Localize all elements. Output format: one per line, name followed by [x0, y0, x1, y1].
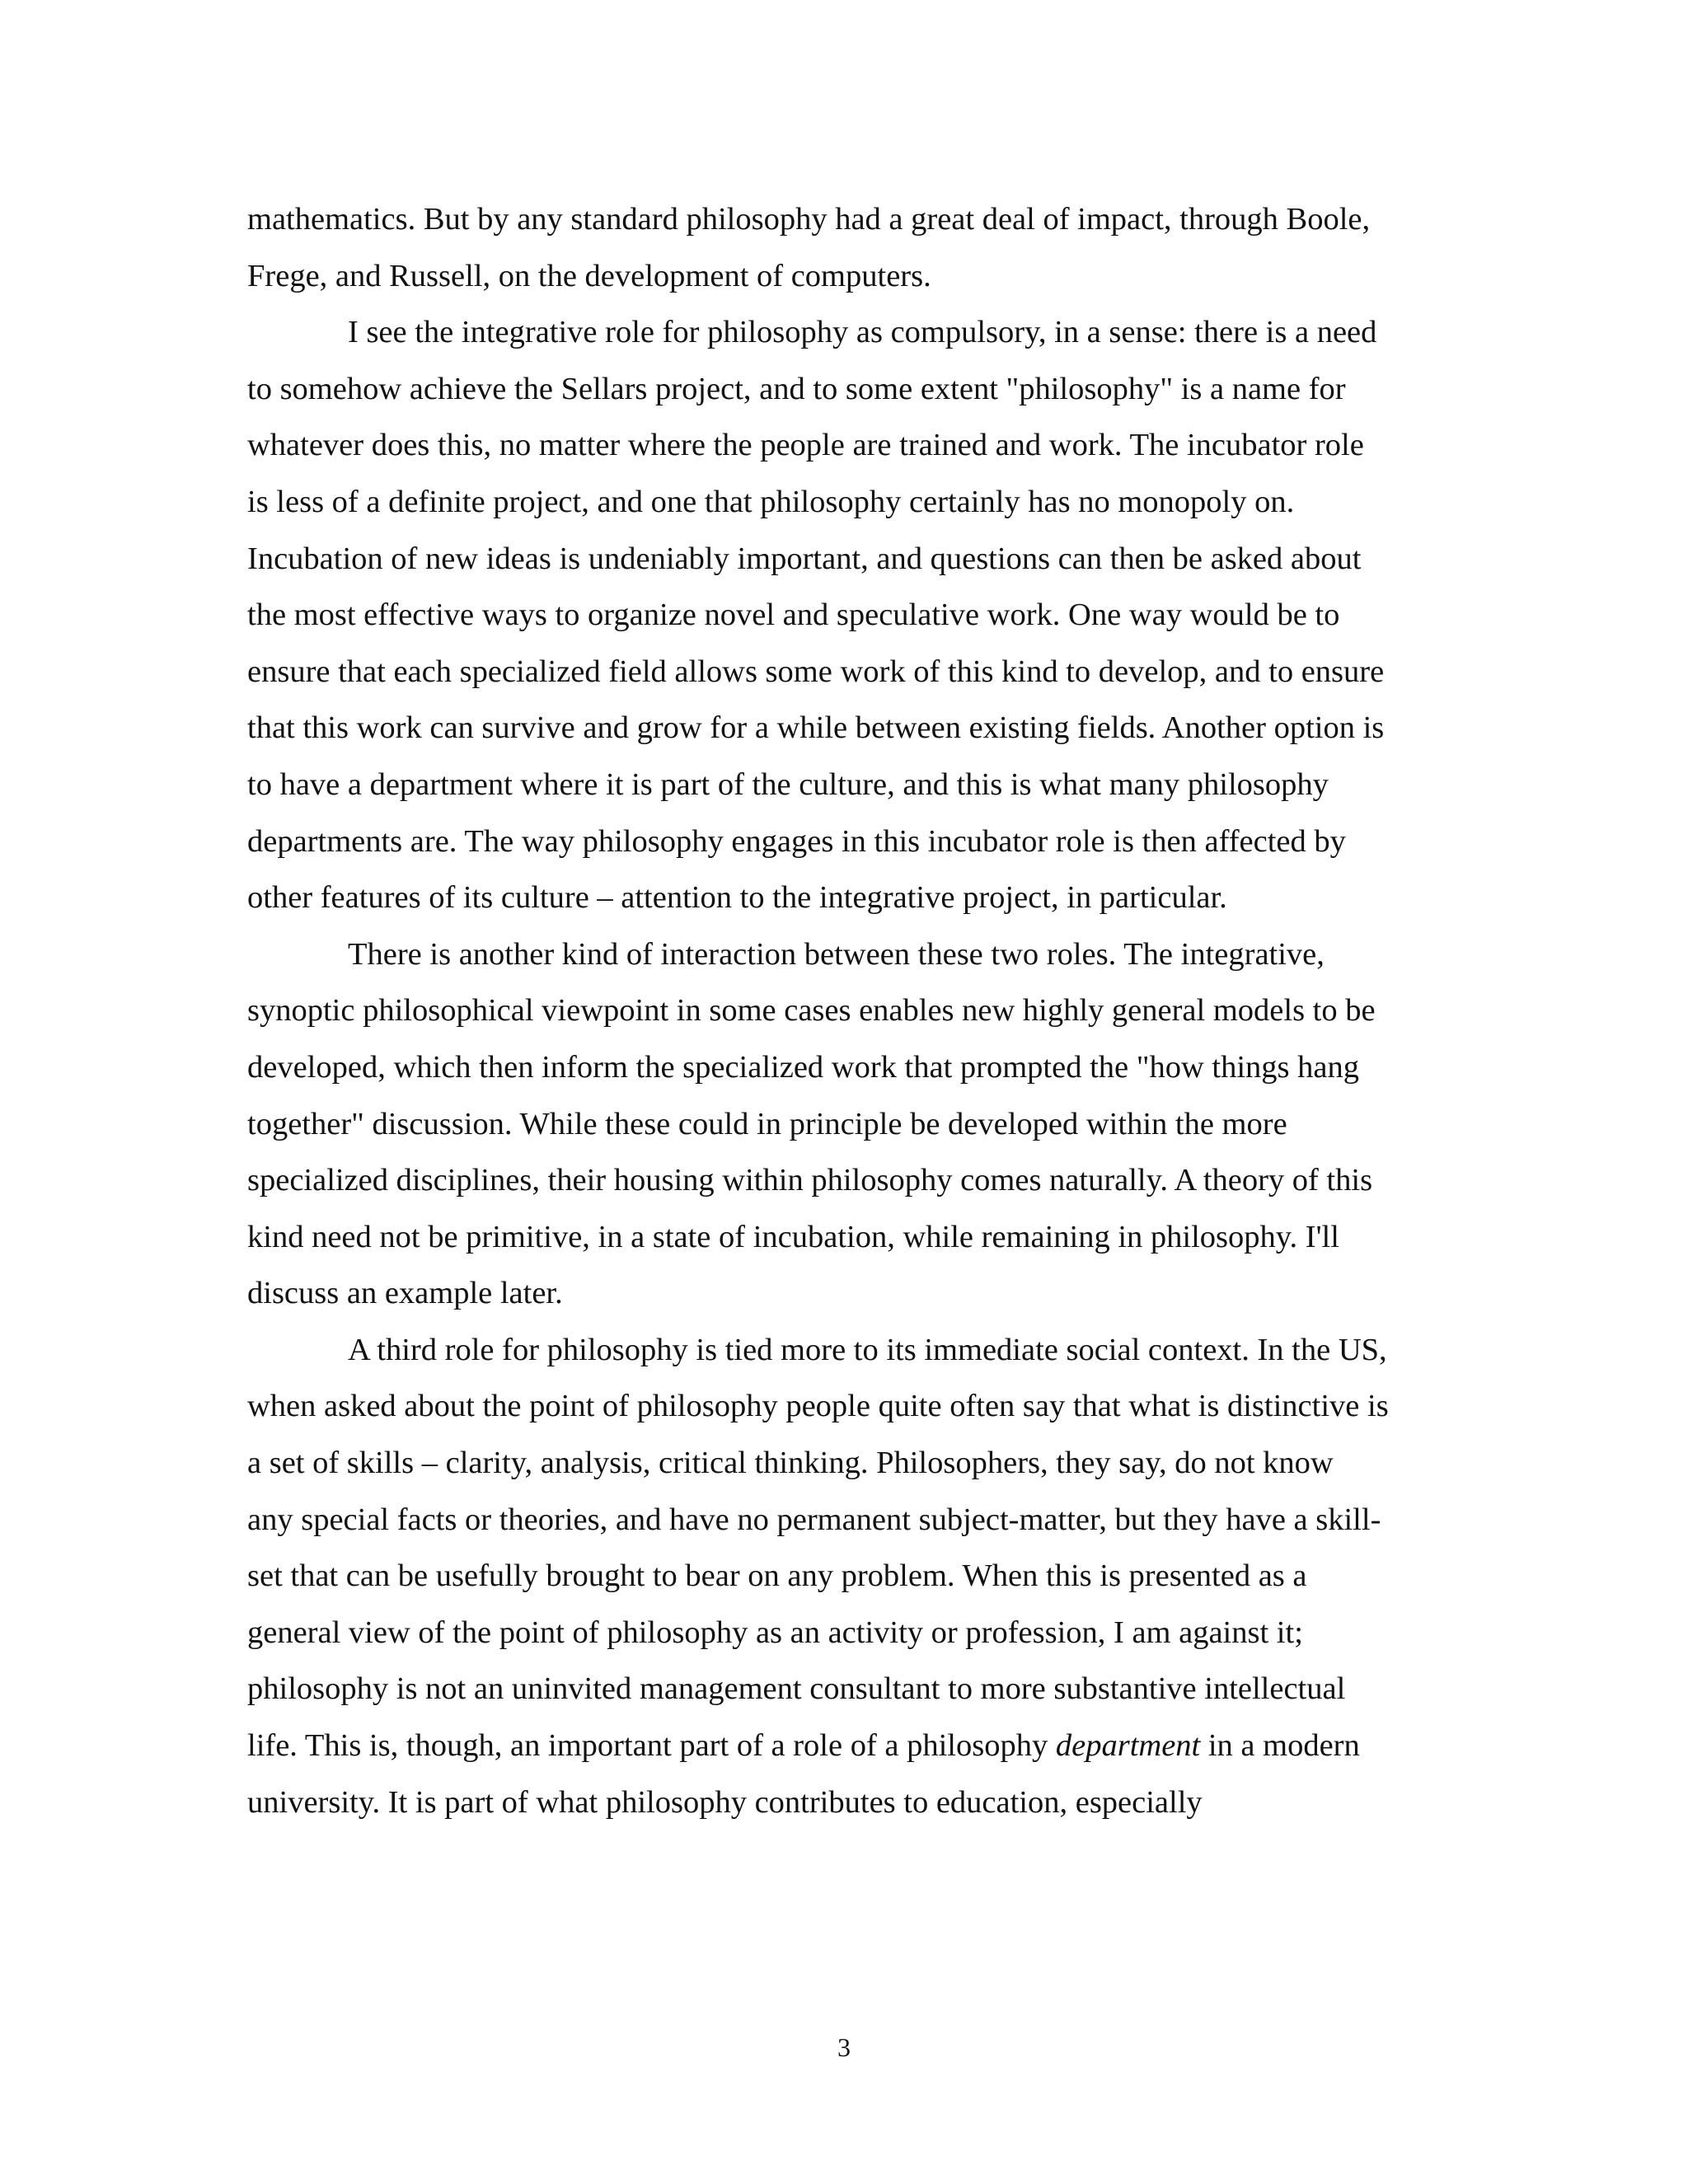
- text-line: when asked about the point of philosophy people quite often say that what is distinctive is: [247, 1389, 1389, 1424]
- text-line: kind need not be primitive, in a state of incubation, while remaining in philosophy. I'll: [247, 1219, 1339, 1254]
- text-line: other features of its culture – attention to the integrative project, in particular.: [247, 880, 1227, 916]
- paragraph-start-line: A third role for philosophy is tied more to its immediate social context. In the US,: [348, 1332, 1387, 1367]
- body-text: [247, 191, 1451, 1830]
- text-line: mathematics. But by any standard philosophy had a great deal of impact, through Boole,: [247, 202, 1371, 237]
- page-number: 3: [837, 2032, 851, 2062]
- text-line: a set of skills – clarity, analysis, critical thinking. Philosophers, they say, do not know: [247, 1446, 1334, 1481]
- text-line: any special facts or theories, and have no permanent subject-matter, but they have a skill-: [247, 1502, 1381, 1537]
- text-line: Incubation of new ideas is undeniably important, and questions can then be asked about: [247, 541, 1362, 576]
- paragraph-start-line: I see the integrative role for philosophy as compulsory, in a sense: there is a need: [348, 315, 1377, 350]
- text-line: that this work can survive and grow for a while between existing fields. Another option is: [247, 710, 1385, 746]
- text-segment: life. This is, though, an important part of a role of a philosophy: [247, 1728, 1056, 1764]
- text-line: specialized disciplines, their housing within philosophy comes naturally. A theory of this: [247, 1163, 1373, 1198]
- text-line: developed, which then inform the specialized work that prompted the "how things hang: [247, 1049, 1359, 1085]
- text-line: Frege, and Russell, on the development of computers.: [247, 258, 931, 293]
- text-line: university. It is part of what philosophy contributes to education, especially: [247, 1784, 1203, 1820]
- text-line: general view of the point of philosophy as an activity or profession, I am against it;: [247, 1615, 1303, 1650]
- paragraph-start-line: There is another kind of interaction between these two roles. The integrative,: [348, 936, 1325, 972]
- text-line: discuss an example later.: [247, 1276, 563, 1311]
- emphasized-word: department: [1055, 1728, 1201, 1764]
- text-line: whatever does this, no matter where the people are trained and work. The incubator role: [247, 428, 1364, 463]
- text-line: philosophy is not an uninvited management consultant to more substantive intellectual: [247, 1671, 1346, 1707]
- text-line: to have a department where it is part of the culture, and this is what many philosophy: [247, 766, 1329, 802]
- text-line: to somehow achieve the Sellars project, and to some extent "philosophy" is a name for: [247, 371, 1346, 406]
- text-line-with-emphasis: [247, 1718, 1451, 1774]
- text-line: departments are. The way philosophy engages in this incubator role is then affected by: [247, 823, 1346, 859]
- text-line: is less of a definite project, and one that philosophy certainly has no monopoly on.: [247, 484, 1295, 519]
- text-line: the most effective ways to organize novel and speculative work. One way would be to: [247, 598, 1340, 633]
- text-line: together" discussion. While these could in principle be developed within the more: [247, 1106, 1287, 1141]
- text-line: ensure that each specialized field allows some work of this kind to develop, and to ensure: [247, 654, 1385, 689]
- text-segment: in a modern: [1200, 1728, 1360, 1764]
- text-line: set that can be usefully brought to bear on any problem. When this is presented as a: [247, 1558, 1307, 1594]
- text-line: synoptic philosophical viewpoint in some cases enables new highly general models to be: [247, 993, 1376, 1029]
